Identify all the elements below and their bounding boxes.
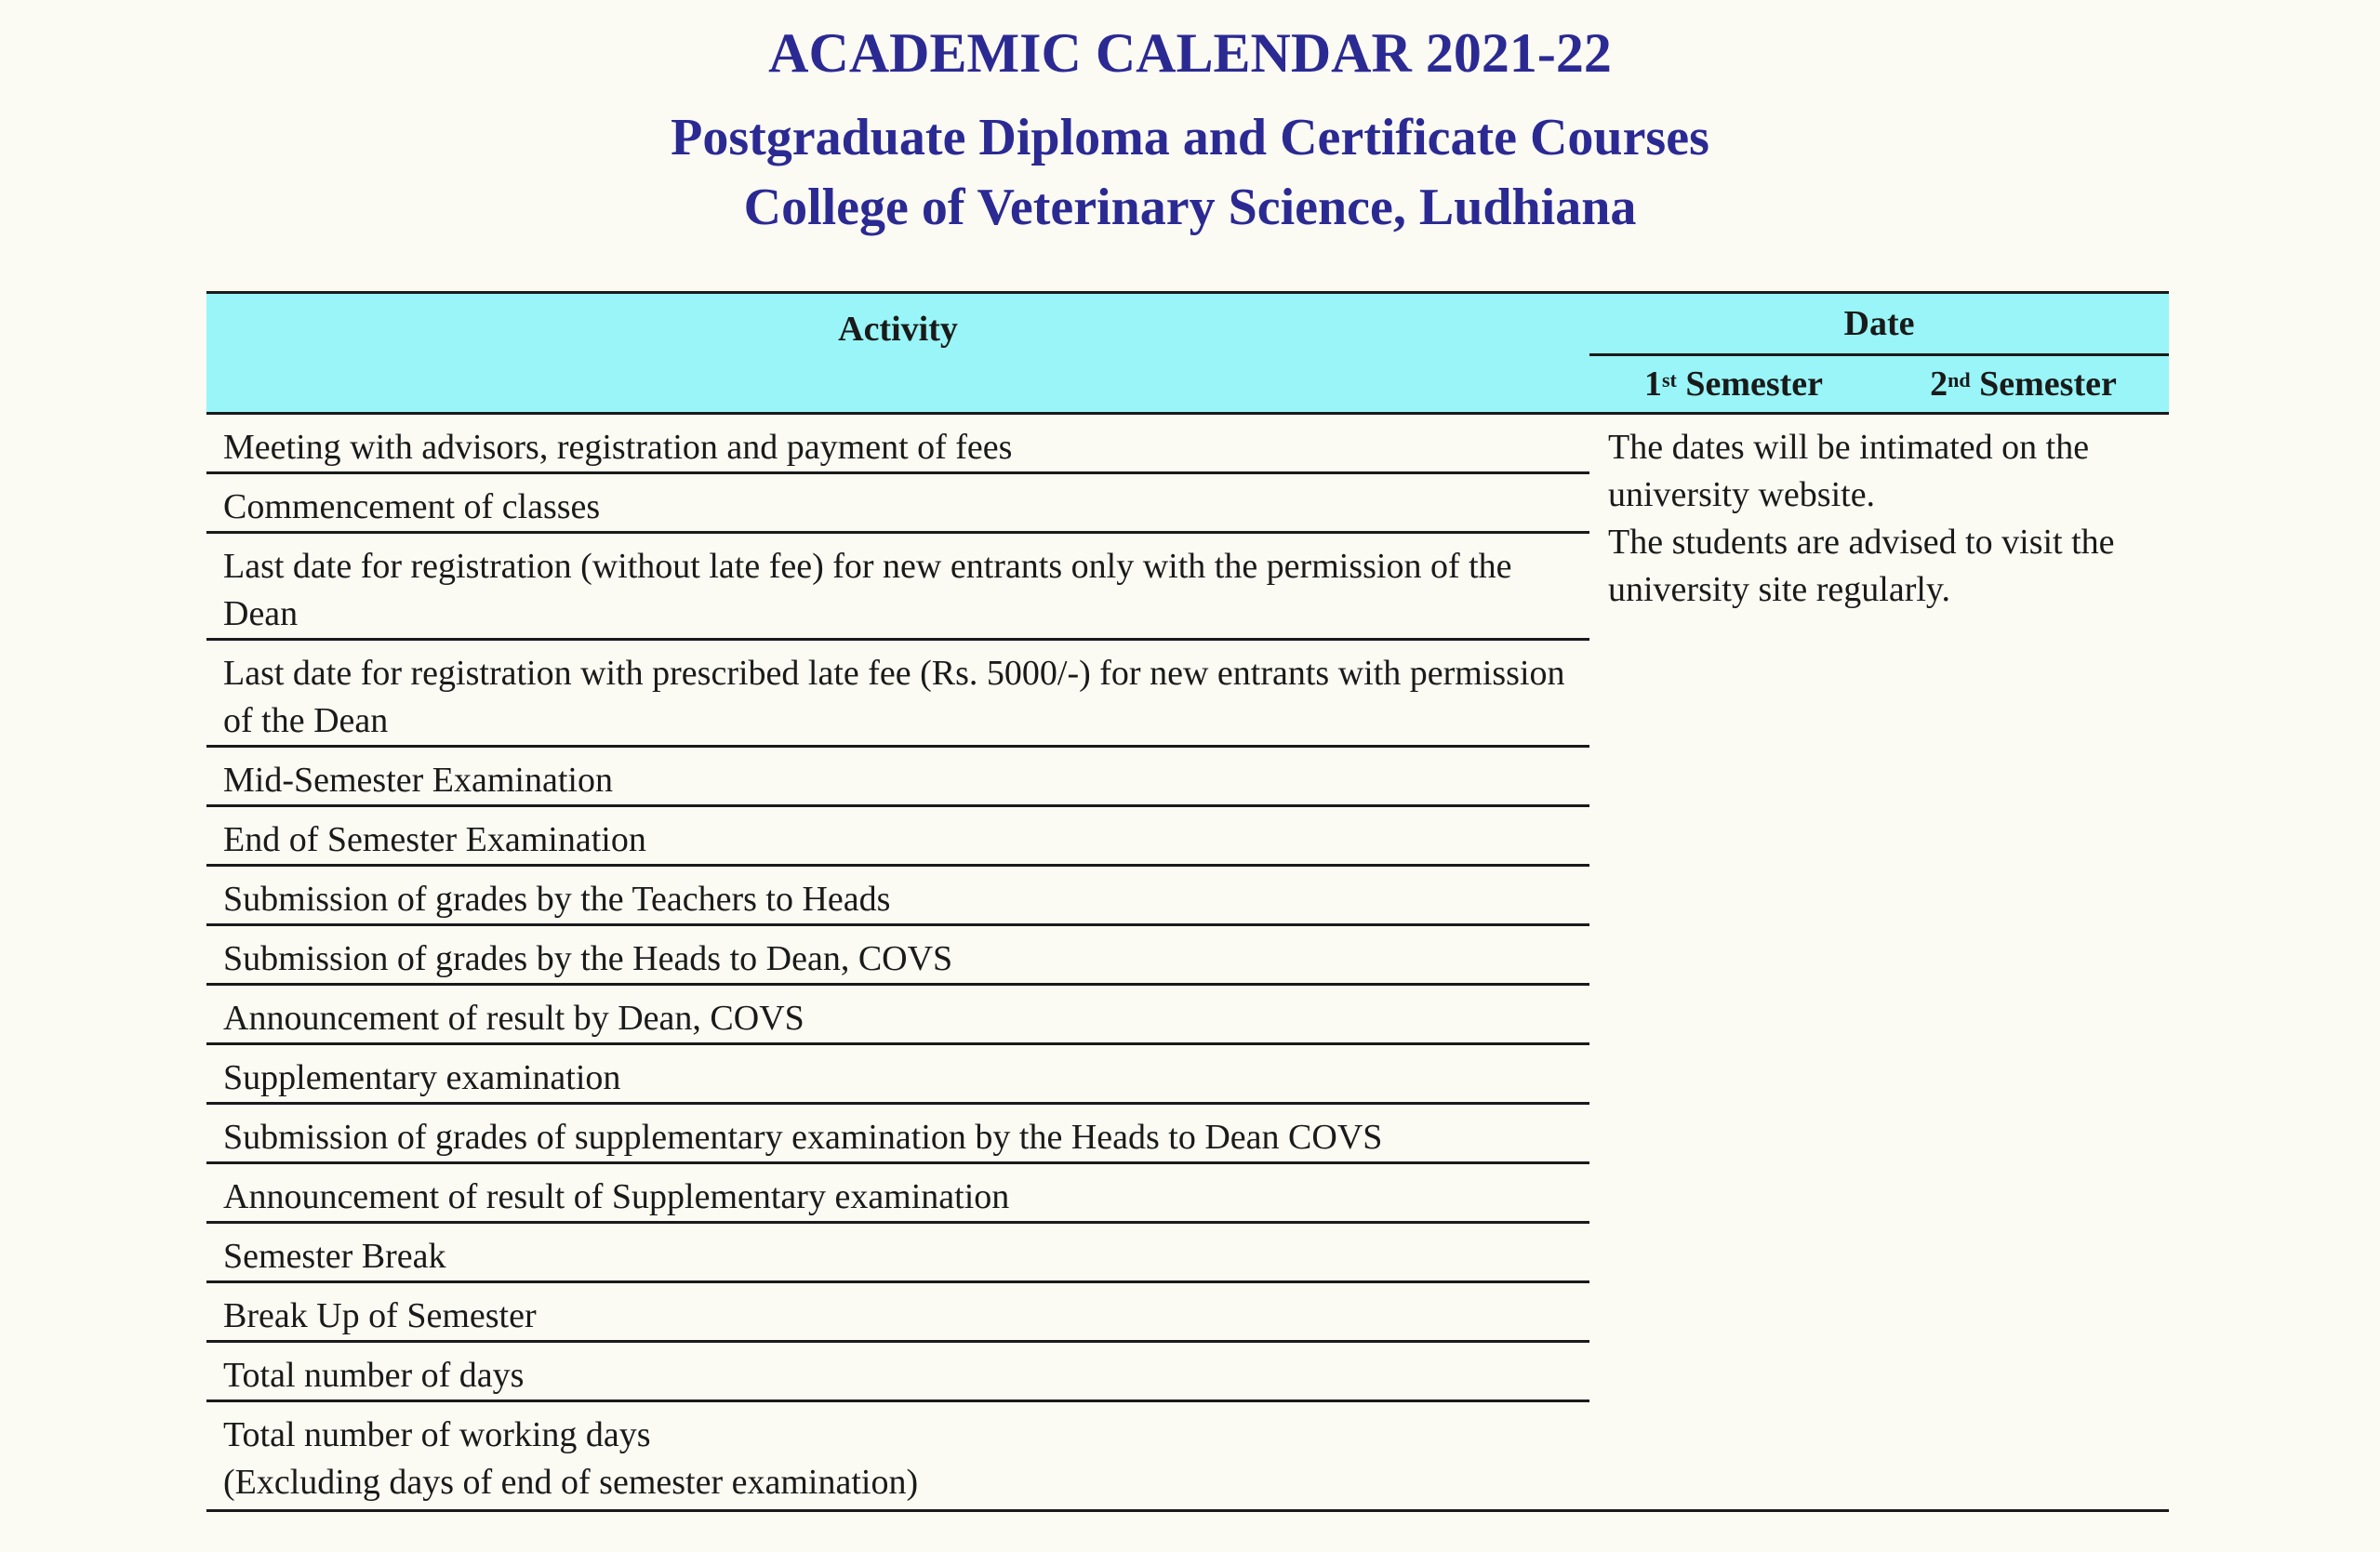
second-semester-suffix: nd	[1948, 368, 1971, 391]
table-row	[206, 474, 1589, 534]
first-semester-number: 1	[1643, 365, 1662, 404]
table-row	[206, 807, 1589, 867]
document-subtitle-courses: Postgraduate Diploma and Certificate Courses	[671, 109, 1709, 166]
activity-cell: Supplementary examination	[223, 1058, 621, 1097]
activity-cell: Semester Break	[223, 1237, 446, 1276]
activity-cell: Break Up of Semester	[223, 1296, 537, 1335]
table-row	[206, 986, 1589, 1045]
activity-cell: Submission of grades of supplementary examination by the Heads to Dean COVS	[223, 1118, 1383, 1157]
first-semester-label: Semester	[1676, 365, 1824, 404]
table-row	[206, 867, 1589, 926]
activity-cell: Total number of working days	[223, 1415, 651, 1454]
activity-cell: Commencement of classes	[223, 487, 601, 526]
column-header-second-semester	[1878, 356, 2169, 412]
activity-cell: Announcement of result of Supplementary examination	[223, 1177, 1010, 1216]
document-title: ACADEMIC CALENDAR 2021-22	[768, 22, 1612, 84]
activity-cell: Submission of grades by the Heads to Dean, COVS	[223, 939, 953, 978]
table-row	[206, 1224, 1589, 1283]
date-note-intimation: The dates will be intimated on the university website.	[1608, 428, 2090, 514]
table-row	[206, 1105, 1589, 1164]
table-row	[206, 1402, 1589, 1509]
table-row	[206, 1343, 1589, 1402]
column-header-date: Date	[1589, 294, 2169, 356]
activity-cell: End of Semester Examination	[223, 820, 646, 859]
table-header	[206, 294, 2169, 415]
table-row	[206, 748, 1589, 807]
column-header-first-semester	[1589, 356, 1878, 412]
activity-cell: Mid-Semester Examination	[223, 761, 613, 800]
document-subtitle-college: College of Veterinary Science, Ludhiana	[743, 179, 1637, 236]
activity-cell: Meeting with advisors, registration and payment of fees	[223, 428, 1013, 467]
first-semester-suffix: st	[1661, 368, 1677, 391]
table-row	[206, 641, 1589, 748]
table-row	[206, 415, 1589, 474]
table-body	[206, 415, 2169, 1512]
activity-cell: Last date for registration with prescribed late fee (Rs. 5000/-) for new entrants with permission of the Dean	[223, 654, 1565, 740]
column-header-activity: Activity	[838, 310, 958, 349]
activity-cell: Total number of days	[223, 1356, 525, 1395]
date-note	[1589, 415, 2169, 614]
table-row	[206, 1164, 1589, 1224]
activity-cell-note: (Excluding days of end of semester examination)	[223, 1463, 919, 1502]
activity-cell: Submission of grades by the Teachers to Heads	[223, 880, 891, 919]
table-row	[206, 1045, 1589, 1105]
table-row	[206, 1283, 1589, 1343]
date-note-advice: The students are advised to visit the university site regularly.	[1608, 523, 2115, 609]
academic-calendar-table	[206, 291, 2169, 1512]
table-row	[206, 534, 1589, 641]
activity-rows	[206, 415, 1589, 1509]
activity-cell: Last date for registration (without late fee) for new entrants only with the permission of the Dean	[223, 547, 1512, 633]
activity-cell: Announcement of result by Dean, COVS	[223, 999, 804, 1038]
second-semester-label: Semester	[1970, 365, 2117, 404]
second-semester-number: 2	[1930, 365, 1948, 404]
table-row	[206, 926, 1589, 986]
